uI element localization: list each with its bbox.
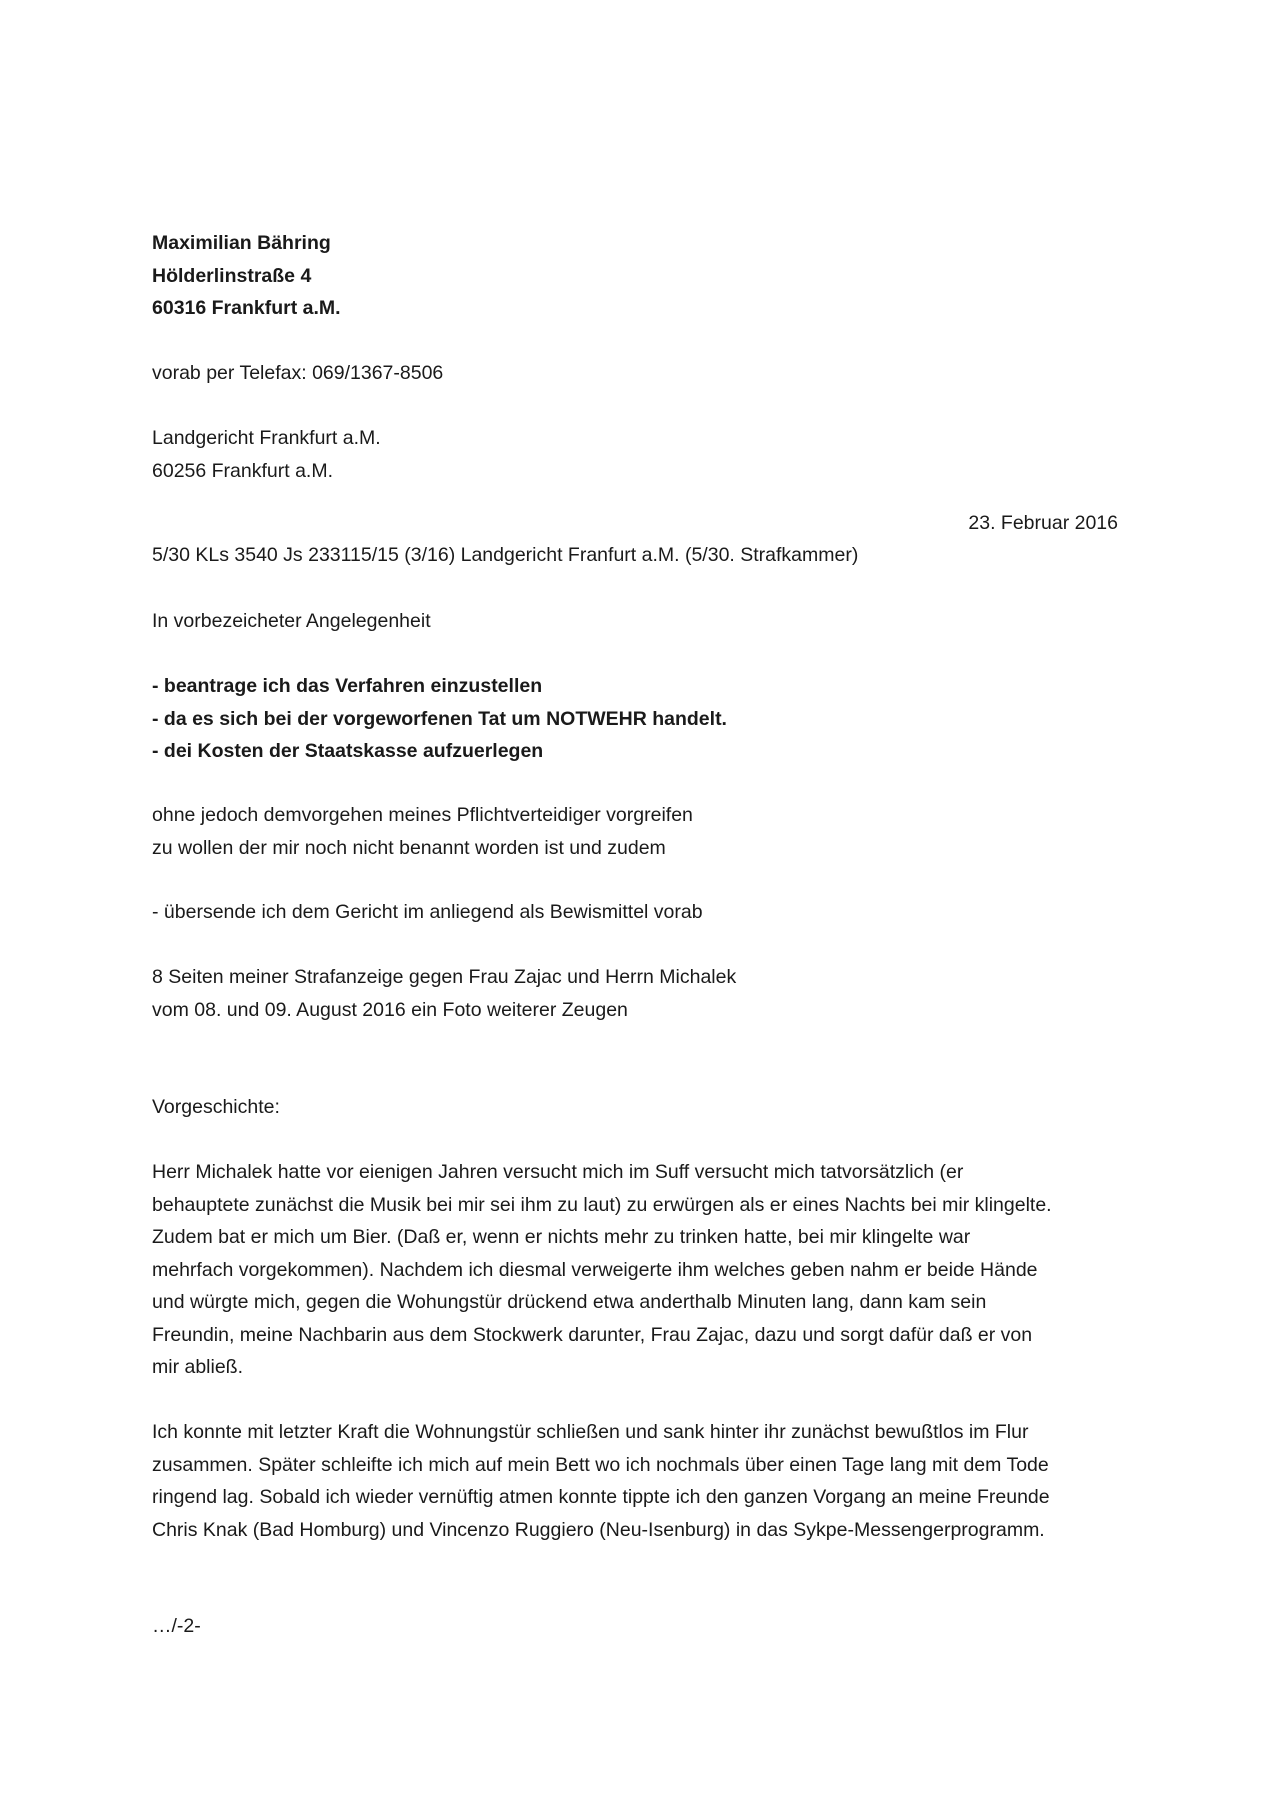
paragraph-line: behauptete zunächst die Musik bei mir sei ihm zu laut) zu erwürgen als er eines Nachts bei mir klingelte.: [152, 1193, 1052, 1216]
motions-list: [152, 670, 727, 768]
intro-line: In vorbezeicheter Angelegenheit: [152, 610, 431, 632]
evidence-line: - übersende ich dem Gericht im anliegend als Bewismittel vorab: [152, 901, 703, 923]
paragraph-line: vom 08. und 09. August 2016 ein Foto weiterer Zeugen: [152, 998, 628, 1021]
paragraph-line: Freundin, meine Nachbarin aus dem Stockwerk darunter, Frau Zajac, dazu und sorgt dafür daß er von: [152, 1323, 1033, 1346]
paragraph-line: zu wollen der mir noch nicht benannt worden ist und zudem: [152, 836, 666, 859]
section-heading: Vorgeschichte:: [152, 1096, 280, 1118]
paragraph-line: Chris Knak (Bad Homburg) und Vincenzo Ruggiero (Neu-Isenburg) in das Sykpe-Messengerprogramm.: [152, 1518, 1045, 1541]
defense-paragraph: [152, 799, 693, 864]
paragraph-line: Ich konnte mit letzter Kraft die Wohnungstür schließen und sank hinter ihr zunächst bewußtlos im Flur: [152, 1421, 1029, 1443]
recipient-address: [152, 422, 381, 487]
motion-item: - dei Kosten der Staatskasse aufzuerlegen: [152, 740, 544, 762]
evidence-paragraph: [152, 961, 736, 1026]
motion-item: - beantrage ich das Verfahren einzustellen: [152, 675, 543, 697]
letter-date: 23. Februar 2016: [968, 512, 1118, 534]
sender-address: [152, 227, 341, 325]
sender-name: Maximilian Bähring: [152, 232, 331, 254]
page-continuation: …/-2-: [152, 1615, 201, 1637]
motion-item: - da es sich bei der vorgeworfenen Tat um NOTWEHR handelt.: [152, 707, 727, 730]
paragraph-line: und würgte mich, gegen die Wohungstür drückend etwa anderthalb Minuten lang, dann kam sein: [152, 1291, 987, 1313]
paragraph-line: Herr Michalek hatte vor eienigen Jahren versucht mich im Suff versucht mich tatvorsätzlich (er: [152, 1161, 964, 1183]
paragraph-line: 8 Seiten meiner Strafanzeige gegen Frau Zajac und Herrn Michalek: [152, 966, 737, 988]
story-paragraph-2: [152, 1416, 1050, 1546]
paragraph-line: Zudem bat er mich um Bier. (Daß er, wenn er nichts mehr zu trinken hatte, bei mir klingelte war: [152, 1226, 971, 1248]
story-paragraph-1: [152, 1156, 1052, 1384]
paragraph-line: zusammen. Später schleifte ich mich auf mein Bett wo ich nochmals über einen Tage lang mit dem Tode: [152, 1453, 1049, 1476]
sender-street: Hölderlinstraße 4: [152, 264, 312, 287]
recipient-name: Landgericht Frankfurt a.M.: [152, 427, 381, 449]
paragraph-line: ohne jedoch demvorgehen meines Pflichtverteidiger vorgreifen: [152, 804, 693, 826]
recipient-city: 60256 Frankfurt a.M.: [152, 459, 334, 482]
case-reference: 5/30 KLs 3540 Js 233115/15 (3/16) Landgericht Franfurt a.M. (5/30. Strafkammer): [152, 544, 859, 566]
fax-line: vorab per Telefax: 069/1367-8506: [152, 362, 444, 384]
paragraph-line: mir abließ.: [152, 1356, 244, 1378]
sender-city: 60316 Frankfurt a.M.: [152, 297, 341, 319]
paragraph-line: mehrfach vorgekommen). Nachdem ich diesmal verweigerte ihm welches geben nahm er beide Hände: [152, 1258, 1038, 1281]
paragraph-line: ringend lag. Sobald ich wieder vernüftig atmen konnte tippte ich den ganzen Vorgang an meine Freunde: [152, 1486, 1050, 1508]
